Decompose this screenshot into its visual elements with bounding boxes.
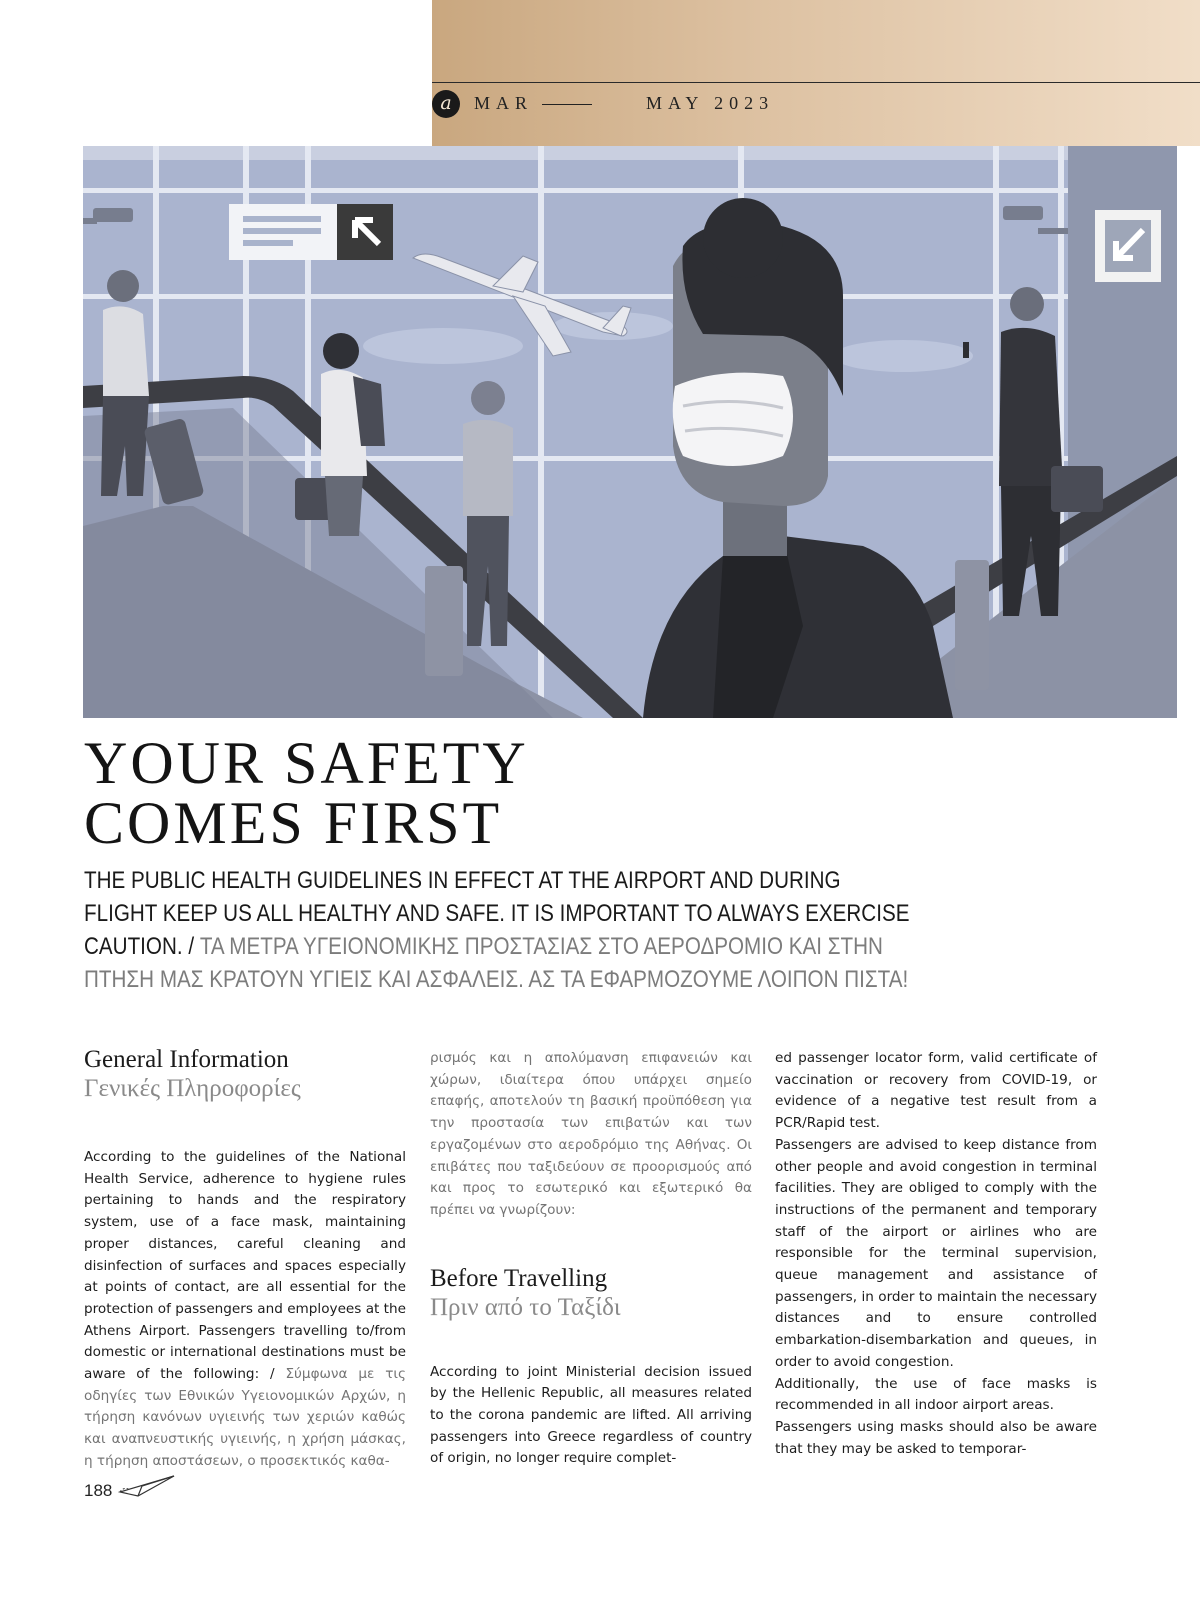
section-heading-general-greek: Γενικές Πληροφορίες xyxy=(84,1075,301,1102)
column-1 xyxy=(84,1045,406,1473)
body-gr-continued: ρισμός και η απολύμανση επιφανειών και χώρων, ιδιαίτερα όπου υπάρχει σημείο επαφής, αποτελούν τη βασική προϋπόθεση για την προστασία των επιβατών και των εργαζομένων στο αεροδρόμιο της Αθήνας. Οι επιβάτες που ταξιδεύουν σε προορισμούς από και προς το εσωτερικό και εξωτερικό θα πρέπει να γνωρίζουν: xyxy=(430,1050,752,1218)
airport-escalator-illustration xyxy=(83,146,1177,718)
article-title-line1: YOUR SAFETY xyxy=(84,730,529,796)
hero-illustration xyxy=(83,146,1177,718)
section-body-general xyxy=(84,1147,406,1473)
issue-month-start: MAR xyxy=(474,93,534,113)
section-heading-general: General Information xyxy=(84,1046,289,1073)
page-number: 188 xyxy=(84,1481,113,1500)
article-title xyxy=(84,730,529,856)
section-body-before-travelling: According to joint Ministerial decision issued by the Hellenic Republic, all measures related to the corona pandemic are lifted. All arriving passengers into Greece regardless of country of origin, no longer require complet- xyxy=(430,1363,752,1467)
issue-line xyxy=(432,88,1200,120)
article-dek xyxy=(84,864,910,996)
body-paragraph-1: ed passenger locator form, valid certificate of vaccination or recovery from COVID-19, or evidence of a negative test result from a PCR/Rapid test. xyxy=(775,1050,1097,1132)
body-paragraph-3: Additionally, the use of face masks is recommended in all indoor airport areas. xyxy=(775,1375,1097,1414)
body-paragraph-2: Passengers are advised to keep distance from other people and avoid congestion in terminal facilities. They are obliged to comply with the instructions of the permanent and temporary staff of the airport or airlines who are responsible for the terminal supervision, queue management and assistance of passengers, in order to maintain the necessary distances and to ensure controlled embarkation-disembarkation and queues, in order to avoid congestion. xyxy=(775,1136,1097,1370)
section-heading-before-travelling: Before Travelling xyxy=(430,1264,608,1292)
dek-english: THE PUBLIC HEALTH GUIDELINES IN EFFECT AT THE AIRPORT AND DURING FLIGHT KEEP US ALL HEALTHY AND SAFE. IT IS IMPORTANT TO ALWAYS EXERCISE CAUTION. / xyxy=(84,867,910,960)
dek-greek: ΤΑ ΜΕΤΡΑ ΥΓΕΙΟΝΟΜΙΚΗΣ ΠΡΟΣΤΑΣΙΑΣ ΣΤΟ ΑΕΡΟΔΡΟΜΙΟ ΚΑΙ ΣΤΗΝ ΠΤΗΣΗ ΜΑΣ ΚΡΑΤΟΥΝ ΥΓΙΕΙΣ ΚΑΙ ΑΣΦΑΛΕΙΣ. ΑΣ ΤΑ ΕΦΑΡΜΟΖΟΥΜΕ ΛΟΙΠΟΝ ΠΙΣΤΑ! xyxy=(84,933,909,993)
header-rule xyxy=(432,82,1200,83)
issue-month-end: MAY 2023 xyxy=(646,93,775,113)
issue-dash xyxy=(542,104,592,105)
column-3 xyxy=(775,1048,1097,1460)
column-2 xyxy=(430,1048,752,1470)
body-gr: Σύμφωνα με τις οδηγίες των Εθνικών Υγειονομικών Αρχών, η τήρηση κανόνων υγιεινής των χεριών καθώς και αναπνευστικής υγιεινής, η χρήση μάσκας, η τήρηση αποστάσεων, ο προσεκτικός καθα- xyxy=(84,1366,406,1469)
body-paragraph-4: Passengers using masks should also be aware that they may be asked to temporar- xyxy=(775,1418,1097,1457)
article-title-line2: COMES FIRST xyxy=(84,790,503,856)
header-band xyxy=(432,0,1200,146)
body-en: According to the guidelines of the National Health Service, adherence to hygiene rules pertaining to hands and the respiratory system, use of a face mask, maintaining proper distances, careful cleaning and disinfection of surfaces and spaces especially at points of contact, are all essential for the protection of passengers and employees at the Athens Airport. Passengers travelling to/from domestic or international destinations must be aware of the following: / xyxy=(84,1149,406,1383)
paper-plane-icon xyxy=(118,1474,176,1498)
magazine-logo-icon: a xyxy=(432,90,460,118)
section-heading-before-travelling-greek: Πριν από το Ταξίδι xyxy=(430,1293,621,1321)
